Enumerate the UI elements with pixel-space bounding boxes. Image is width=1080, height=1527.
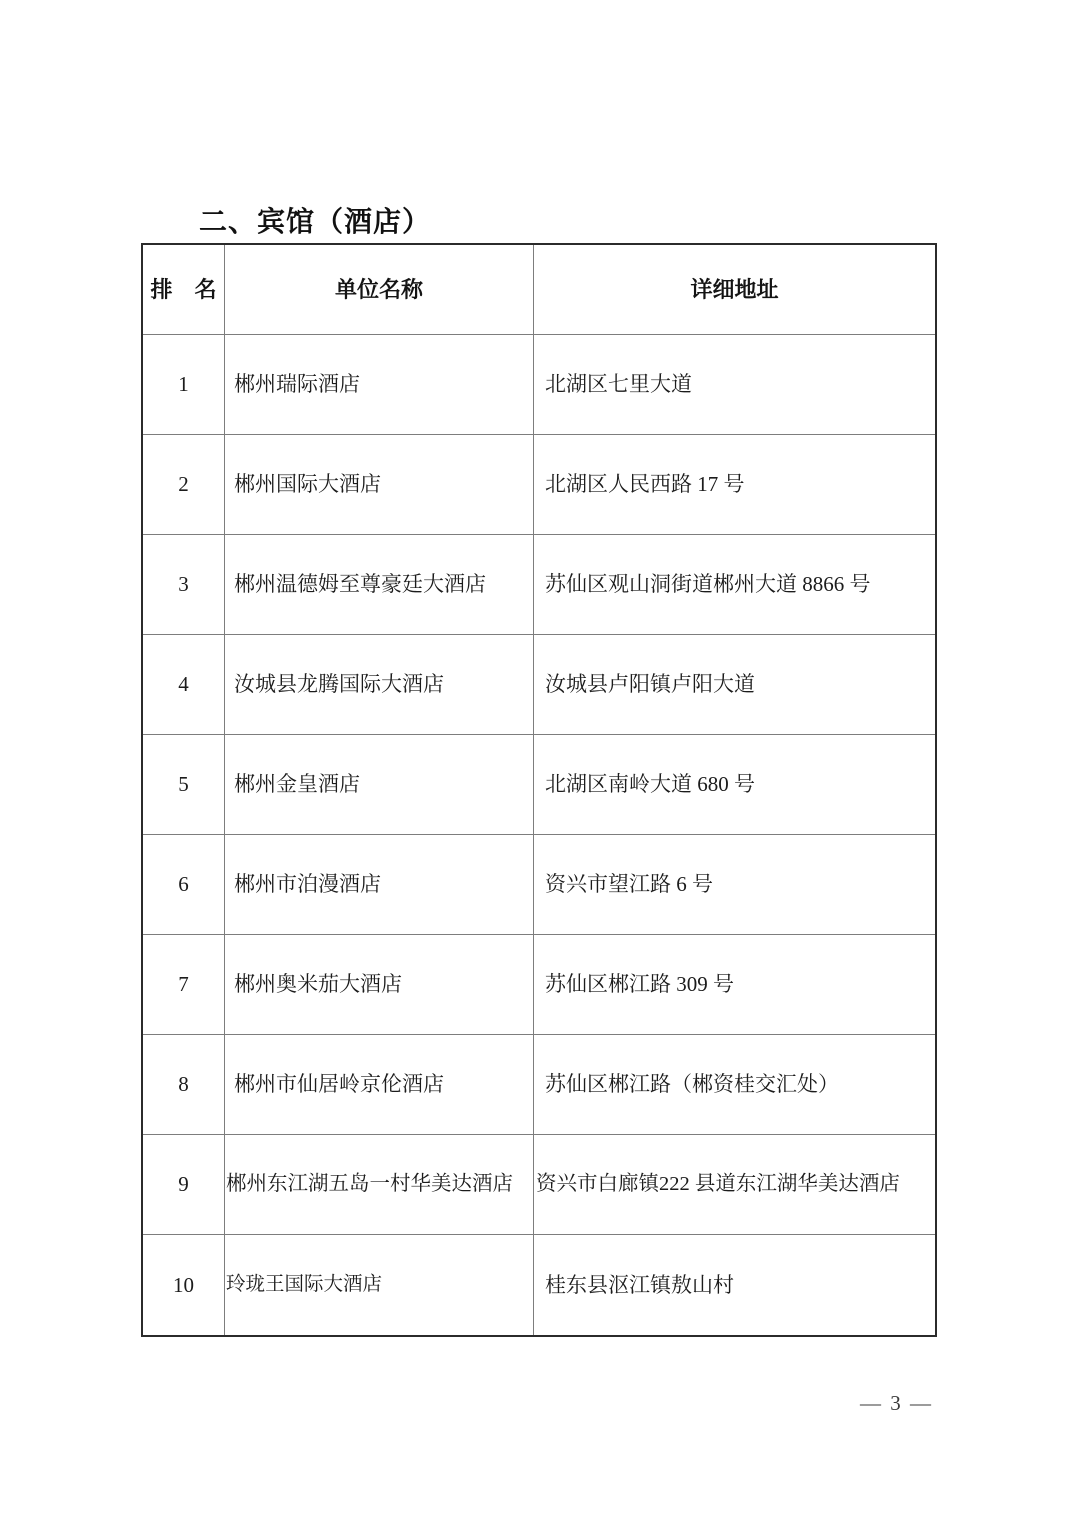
table-row xyxy=(143,1135,935,1235)
page-number: — 3 — xyxy=(860,1391,933,1415)
address-cell: 桂东县沤江镇敖山村 xyxy=(545,1272,734,1297)
address-cell: 苏仙区郴江路（郴资桂交汇处） xyxy=(545,1072,839,1097)
address-cell: 资兴市白廊镇222 县道东江湖华美达酒店 xyxy=(536,1172,900,1195)
rank-cell: 10 xyxy=(143,1235,225,1335)
address-cell: 资兴市望江路 6 号 xyxy=(545,872,713,897)
table-row xyxy=(143,635,935,735)
table-row xyxy=(143,735,935,835)
rank-cell: 5 xyxy=(143,735,225,834)
hotel-name-cell: 玲珑王国际大酒店 xyxy=(225,1235,534,1335)
rank-cell: 8 xyxy=(143,1035,225,1134)
hotel-name-cell: 郴州市仙居岭京伦酒店 xyxy=(225,1035,534,1134)
table-row xyxy=(143,935,935,1035)
address-cell: 汝城县卢阳镇卢阳大道 xyxy=(545,672,755,697)
rank-cell: 4 xyxy=(143,635,225,734)
table-header-row xyxy=(143,245,935,335)
hotel-name-cell: 郴州国际大酒店 xyxy=(225,435,534,534)
address-cell: 苏仙区郴江路 309 号 xyxy=(545,972,734,997)
rank-cell: 1 xyxy=(143,335,225,434)
rank-cell: 3 xyxy=(143,535,225,634)
address-cell: 苏仙区观山洞街道郴州大道 8866 号 xyxy=(545,572,871,597)
table-row xyxy=(143,1235,935,1335)
table-row xyxy=(143,1035,935,1135)
hotel-name-cell: 郴州奥米茄大酒店 xyxy=(225,935,534,1034)
hotels-table xyxy=(141,243,937,1337)
rank-cell: 7 xyxy=(143,935,225,1034)
table-row xyxy=(143,335,935,435)
header-name: 单位名称 xyxy=(225,245,534,334)
hotel-name-cell: 郴州金皇酒店 xyxy=(225,735,534,834)
hotel-name-cell: 郴州温德姆至尊豪廷大酒店 xyxy=(225,535,534,634)
table-row xyxy=(143,435,935,535)
header-address: 详细地址 xyxy=(690,276,779,302)
table-row xyxy=(143,835,935,935)
address-cell: 北湖区七里大道 xyxy=(545,372,692,397)
section-title: 二、宾馆（酒店） xyxy=(199,206,432,237)
hotel-name-cell: 郴州市泊漫酒店 xyxy=(225,835,534,934)
table-row xyxy=(143,535,935,635)
hotel-name-cell: 郴州东江湖五岛一村华美达酒店 xyxy=(225,1135,534,1234)
header-rank: 排 名 xyxy=(143,245,225,334)
hotel-name-cell: 郴州瑞际酒店 xyxy=(225,335,534,434)
hotel-name-cell: 汝城县龙腾国际大酒店 xyxy=(225,635,534,734)
address-cell: 北湖区人民西路 17 号 xyxy=(545,472,745,497)
rank-cell: 6 xyxy=(143,835,225,934)
rank-cell: 9 xyxy=(143,1135,225,1234)
rank-cell: 2 xyxy=(143,435,225,534)
address-cell: 北湖区南岭大道 680 号 xyxy=(545,772,755,797)
